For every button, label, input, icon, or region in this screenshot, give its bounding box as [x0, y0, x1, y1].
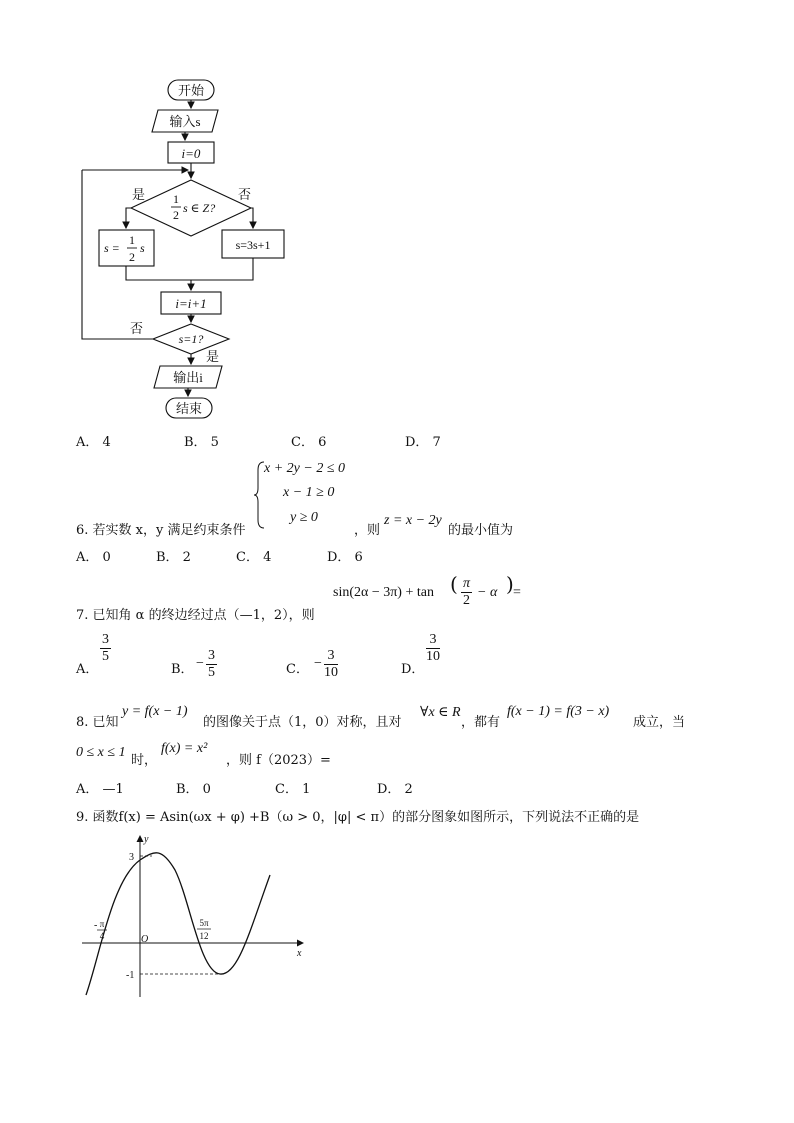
y-axis-label: y [144, 834, 149, 845]
q7-paren-open: ( [450, 572, 458, 596]
q8-stem-b: 的图像关于点（1，0）对称，且对 [203, 715, 402, 730]
decision-2-label: s=1? [178, 332, 204, 346]
q8-equation: f(x − 1) = f(3 − x) [507, 704, 610, 719]
q8-stem-d: 成立，当 [633, 715, 686, 730]
q7-option-a-frac: $\frac{3}{5}$ [102, 632, 109, 664]
q8-forall: ∀x ∈ R [420, 705, 461, 720]
q8-stem-a: 8. 已知 [76, 715, 119, 730]
q6-option-b[interactable]: B． 2 [156, 550, 191, 565]
left-box-rhs: s [140, 241, 145, 255]
left-box-den: 2 [129, 250, 135, 264]
q8-option-d[interactable]: D． 2 [377, 782, 413, 797]
q7-option-d-label: D． [401, 662, 425, 677]
right-tick-num: 5π [199, 918, 209, 928]
yes-label-2: 是 [206, 349, 220, 364]
q5-option-a[interactable]: A． 4 [76, 435, 111, 450]
q8-stem-c: ，都有 [461, 715, 501, 730]
q6-constraint-3: y ≥ 0 [290, 510, 318, 525]
min-label: -1 [126, 970, 135, 981]
q7-option-c-sign: − [314, 656, 322, 671]
decision-1-rest: s ∈ Z? [183, 201, 216, 215]
q6-objective: z = x − 2y [384, 513, 442, 528]
q8-range: 0 ≤ x ≤ 1 [76, 745, 126, 760]
q7-expr-tail: − α [477, 585, 498, 600]
q8-func1: y = f(x − 1) [122, 704, 188, 719]
q5-option-d[interactable]: D． 7 [405, 435, 441, 450]
yes-label-1: 是 [132, 187, 146, 202]
q6-tail: 的最小值为 [448, 523, 514, 538]
max-label: 3 [129, 852, 134, 863]
decision-1-num: 1 [173, 192, 179, 206]
x-axis-label: x [297, 948, 302, 959]
q5-option-b[interactable]: B． 5 [184, 435, 219, 450]
q8-option-a[interactable]: A． —1 [76, 782, 124, 797]
q7-paren-close: ) [506, 572, 514, 596]
q6-option-d[interactable]: D． 6 [327, 550, 363, 565]
q7-expr-left: sin(2α − 3π) + tan [333, 585, 434, 600]
q6-option-c[interactable]: C． 4 [236, 550, 272, 565]
q8-stem-e: 时， [131, 753, 158, 768]
q8-option-b[interactable]: B． 0 [176, 782, 211, 797]
q8-stem-f: ，则 f（2023）= [226, 753, 331, 768]
q6-then: ，则 [354, 523, 381, 538]
q8-fx: f(x) = x² [161, 741, 208, 756]
input-label: 输入s [169, 114, 201, 129]
start-label: 开始 [177, 83, 205, 98]
left-tick-den: 4 [99, 931, 105, 941]
q5-option-c[interactable]: C． 6 [291, 435, 327, 450]
no-label-1: 否 [238, 187, 252, 202]
q7-option-a-label: A． [76, 662, 99, 677]
q6-stem: 6. 若实数 x，y 满足约束条件 [76, 523, 246, 538]
q7-option-c-label: C． [286, 662, 309, 677]
right-tick-den: 12 [199, 931, 209, 941]
q7-stem: 7. 已知角 α 的终边经过点（—1，2），则 [76, 608, 315, 623]
q7-expr-eq: = [513, 585, 521, 600]
q7-option-b-frac: $\frac{3}{5}$ [208, 648, 215, 680]
end-label: 结束 [175, 401, 203, 416]
q7-option-b-sign: − [196, 656, 204, 671]
output-label: 输出i [173, 370, 203, 385]
q6-option-a[interactable]: A． 0 [76, 550, 111, 565]
q7-option-b-label: B． [171, 662, 194, 677]
q6-constraint-1: x + 2y − 2 ≤ 0 [264, 461, 346, 476]
flowchart [70, 70, 330, 430]
q7-option-d-frac: $\frac{3}{10}$ [426, 632, 440, 664]
q8-option-c[interactable]: C． 1 [275, 782, 311, 797]
origin-label: O [141, 934, 149, 945]
left-tick-num: π [99, 919, 105, 929]
increment-label: i=i+1 [175, 296, 207, 311]
left-box-num: 1 [129, 233, 135, 247]
sine-graph [78, 830, 310, 1000]
right-box-label: s=3s+1 [235, 238, 271, 252]
no-label-2: 否 [130, 321, 144, 336]
q7-expr-frac: $\frac{\pi}{2}$ [463, 576, 471, 608]
left-tick-sign: - [94, 920, 98, 931]
left-box-lhs: s = [104, 241, 120, 255]
decision-1-den: 2 [173, 208, 179, 222]
q9-stem: 9. 函数f(x) = Asin(ωx + φ) +B（ω > 0，|φ| < π）的部分图象如图所示，下列说法不正确的是 [76, 810, 640, 825]
q6-constraint-2: x − 1 ≥ 0 [283, 485, 335, 500]
q7-option-c-frac: $\frac{3}{10}$ [324, 648, 338, 680]
init-label: i=0 [181, 146, 201, 161]
